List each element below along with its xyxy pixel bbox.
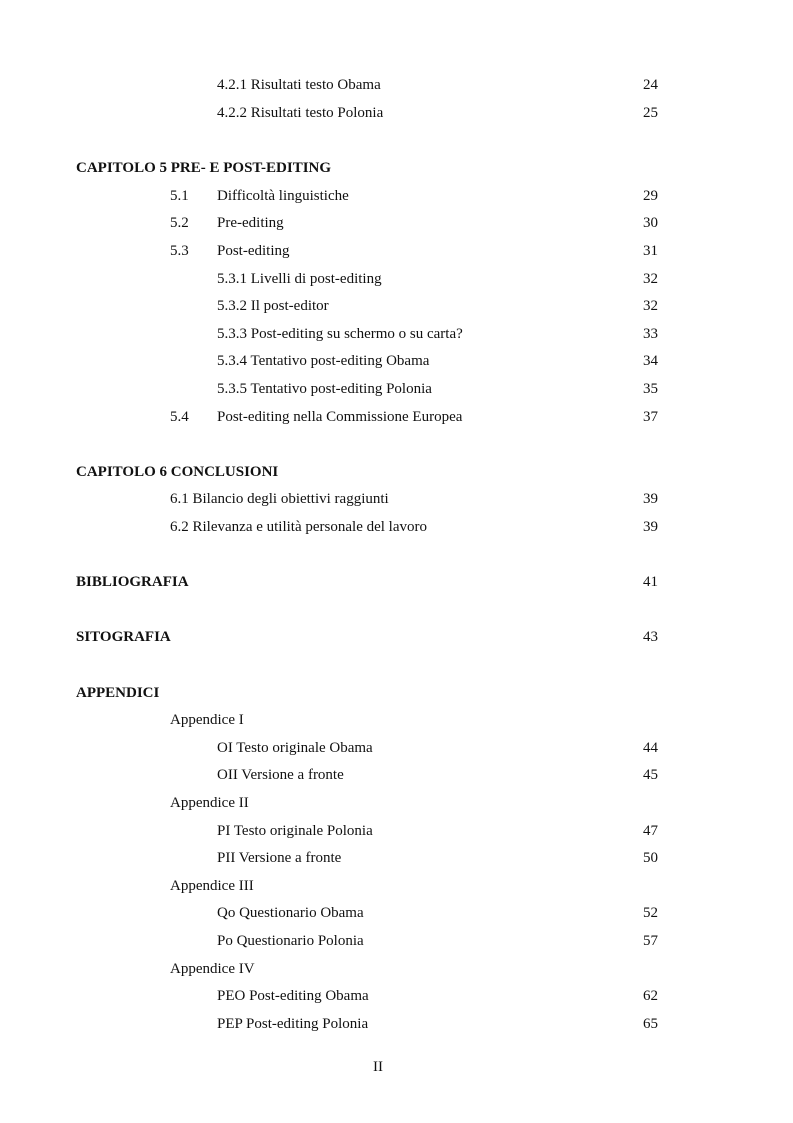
toc-entry-title: OI Testo originale Obama xyxy=(217,740,373,756)
toc-entry-title: PEP Post-editing Polonia xyxy=(217,1016,369,1032)
toc-entry-4-2-1 xyxy=(217,75,658,95)
toc-entry-page: 31 xyxy=(643,243,658,259)
toc-entry-title: 4.2.2 Risultati testo Polonia xyxy=(217,105,384,121)
toc-entry-page: 44 xyxy=(643,740,658,756)
appendix-i-label: Appendice I xyxy=(170,712,244,728)
toc-entry-oi xyxy=(0,738,793,758)
toc-entry-title: Qo Questionario Obama xyxy=(217,905,364,921)
toc-entry-title: PEO Post-editing Obama xyxy=(217,988,369,1004)
toc-entry-4-2-2 xyxy=(217,103,658,123)
toc-entry-5-3 xyxy=(0,241,793,261)
appendici-heading: APPENDICI xyxy=(76,685,160,701)
toc-entry-page: 33 xyxy=(643,326,658,342)
toc-entry-po xyxy=(0,931,793,951)
toc-entry-title: 5.3.4 Tentativo post-editing Obama xyxy=(217,353,430,369)
toc-entry-title: OII Versione a fronte xyxy=(217,767,344,783)
toc-entry-peo xyxy=(0,986,793,1006)
toc-entry-6-2 xyxy=(0,517,793,537)
appendix-iii-label: Appendice III xyxy=(170,878,254,894)
toc-entry-page: 65 xyxy=(643,1016,658,1032)
toc-entry-title: Difficoltà linguistiche xyxy=(217,188,349,204)
toc-entry-pii xyxy=(0,848,793,868)
toc-entry-6-1 xyxy=(0,489,793,509)
toc-entry-page: 47 xyxy=(643,823,658,839)
toc-entry-title: 4.2.1 Risultati testo Obama xyxy=(217,77,381,93)
toc-entry-oii xyxy=(0,765,793,785)
toc-entry-page: 34 xyxy=(643,353,658,369)
toc-entry-sitografia xyxy=(0,627,793,647)
toc-entry-bibliografia xyxy=(0,572,793,592)
toc-entry-title: BIBLIOGRAFIA xyxy=(76,574,189,590)
toc-entry-pep xyxy=(0,1014,793,1034)
toc-entry-page: 57 xyxy=(643,933,658,949)
toc-entry-page: 24 xyxy=(643,77,658,93)
toc-entry-5-3-1 xyxy=(0,269,793,289)
toc-entry-title: 5.3.2 Il post-editor xyxy=(217,298,329,314)
toc-entry-title: SITOGRAFIA xyxy=(76,629,171,645)
toc-entry-page: 29 xyxy=(643,188,658,204)
toc-entry-5-1 xyxy=(0,186,793,206)
appendix-iv-label: Appendice IV xyxy=(170,961,255,977)
toc-entry-page: 35 xyxy=(643,381,658,397)
toc-entry-title: 5.3.3 Post-editing su schermo o su carta? xyxy=(217,326,463,342)
toc-entry-title: 6.2 Rilevanza e utilità personale del lavoro xyxy=(170,519,427,535)
toc-entry-page: 52 xyxy=(643,905,658,921)
toc-entry-title: Pre-editing xyxy=(217,215,284,231)
toc-entry-page: 50 xyxy=(643,850,658,866)
toc-entry-page: 32 xyxy=(643,298,658,314)
toc-entry-title: PII Versione a fronte xyxy=(217,850,342,866)
toc-entry-page: 41 xyxy=(643,574,658,590)
toc-entry-qo xyxy=(0,903,793,923)
toc-entry-number: 5.4 xyxy=(170,409,189,425)
toc-entry-title: PI Testo originale Polonia xyxy=(217,823,373,839)
toc-entry-page: 39 xyxy=(643,519,658,535)
toc-entry-title: 5.3.1 Livelli di post-editing xyxy=(217,271,382,287)
toc-entry-page: 37 xyxy=(643,409,658,425)
toc-entry-5-3-2 xyxy=(0,296,793,316)
toc-entry-title: Post-editing nella Commissione Europea xyxy=(217,409,463,425)
toc-entry-page: 25 xyxy=(643,105,658,121)
toc-entry-5-3-5 xyxy=(0,379,793,399)
toc-entry-title: 5.3.5 Tentativo post-editing Polonia xyxy=(217,381,432,397)
toc-entry-page: 62 xyxy=(643,988,658,1004)
page-number-footer: II xyxy=(373,1059,383,1075)
appendix-ii-label: Appendice II xyxy=(170,795,249,811)
toc-entry-5-3-3 xyxy=(0,324,793,344)
toc-entry-page: 43 xyxy=(643,629,658,645)
toc-entry-title: Post-editing xyxy=(217,243,290,259)
toc-entry-5-2 xyxy=(0,213,793,233)
toc-entry-number: 5.2 xyxy=(170,215,189,231)
toc-entry-page: 39 xyxy=(643,491,658,507)
toc-entry-5-3-4 xyxy=(0,351,793,371)
toc-entry-title: Po Questionario Polonia xyxy=(217,933,364,949)
toc-entry-page: 45 xyxy=(643,767,658,783)
chapter-5-heading: CAPITOLO 5 PRE- E POST-EDITING xyxy=(76,160,332,176)
toc-entry-pi xyxy=(0,821,793,841)
chapter-6-heading: CAPITOLO 6 CONCLUSIONI xyxy=(76,464,279,480)
toc-entry-5-4 xyxy=(0,407,793,427)
toc-entry-number: 5.3 xyxy=(170,243,189,259)
toc-entry-page: 30 xyxy=(643,215,658,231)
toc-entry-page: 32 xyxy=(643,271,658,287)
toc-entry-title: 6.1 Bilancio degli obiettivi raggiunti xyxy=(170,491,389,507)
toc-entry-number: 5.1 xyxy=(170,188,189,204)
